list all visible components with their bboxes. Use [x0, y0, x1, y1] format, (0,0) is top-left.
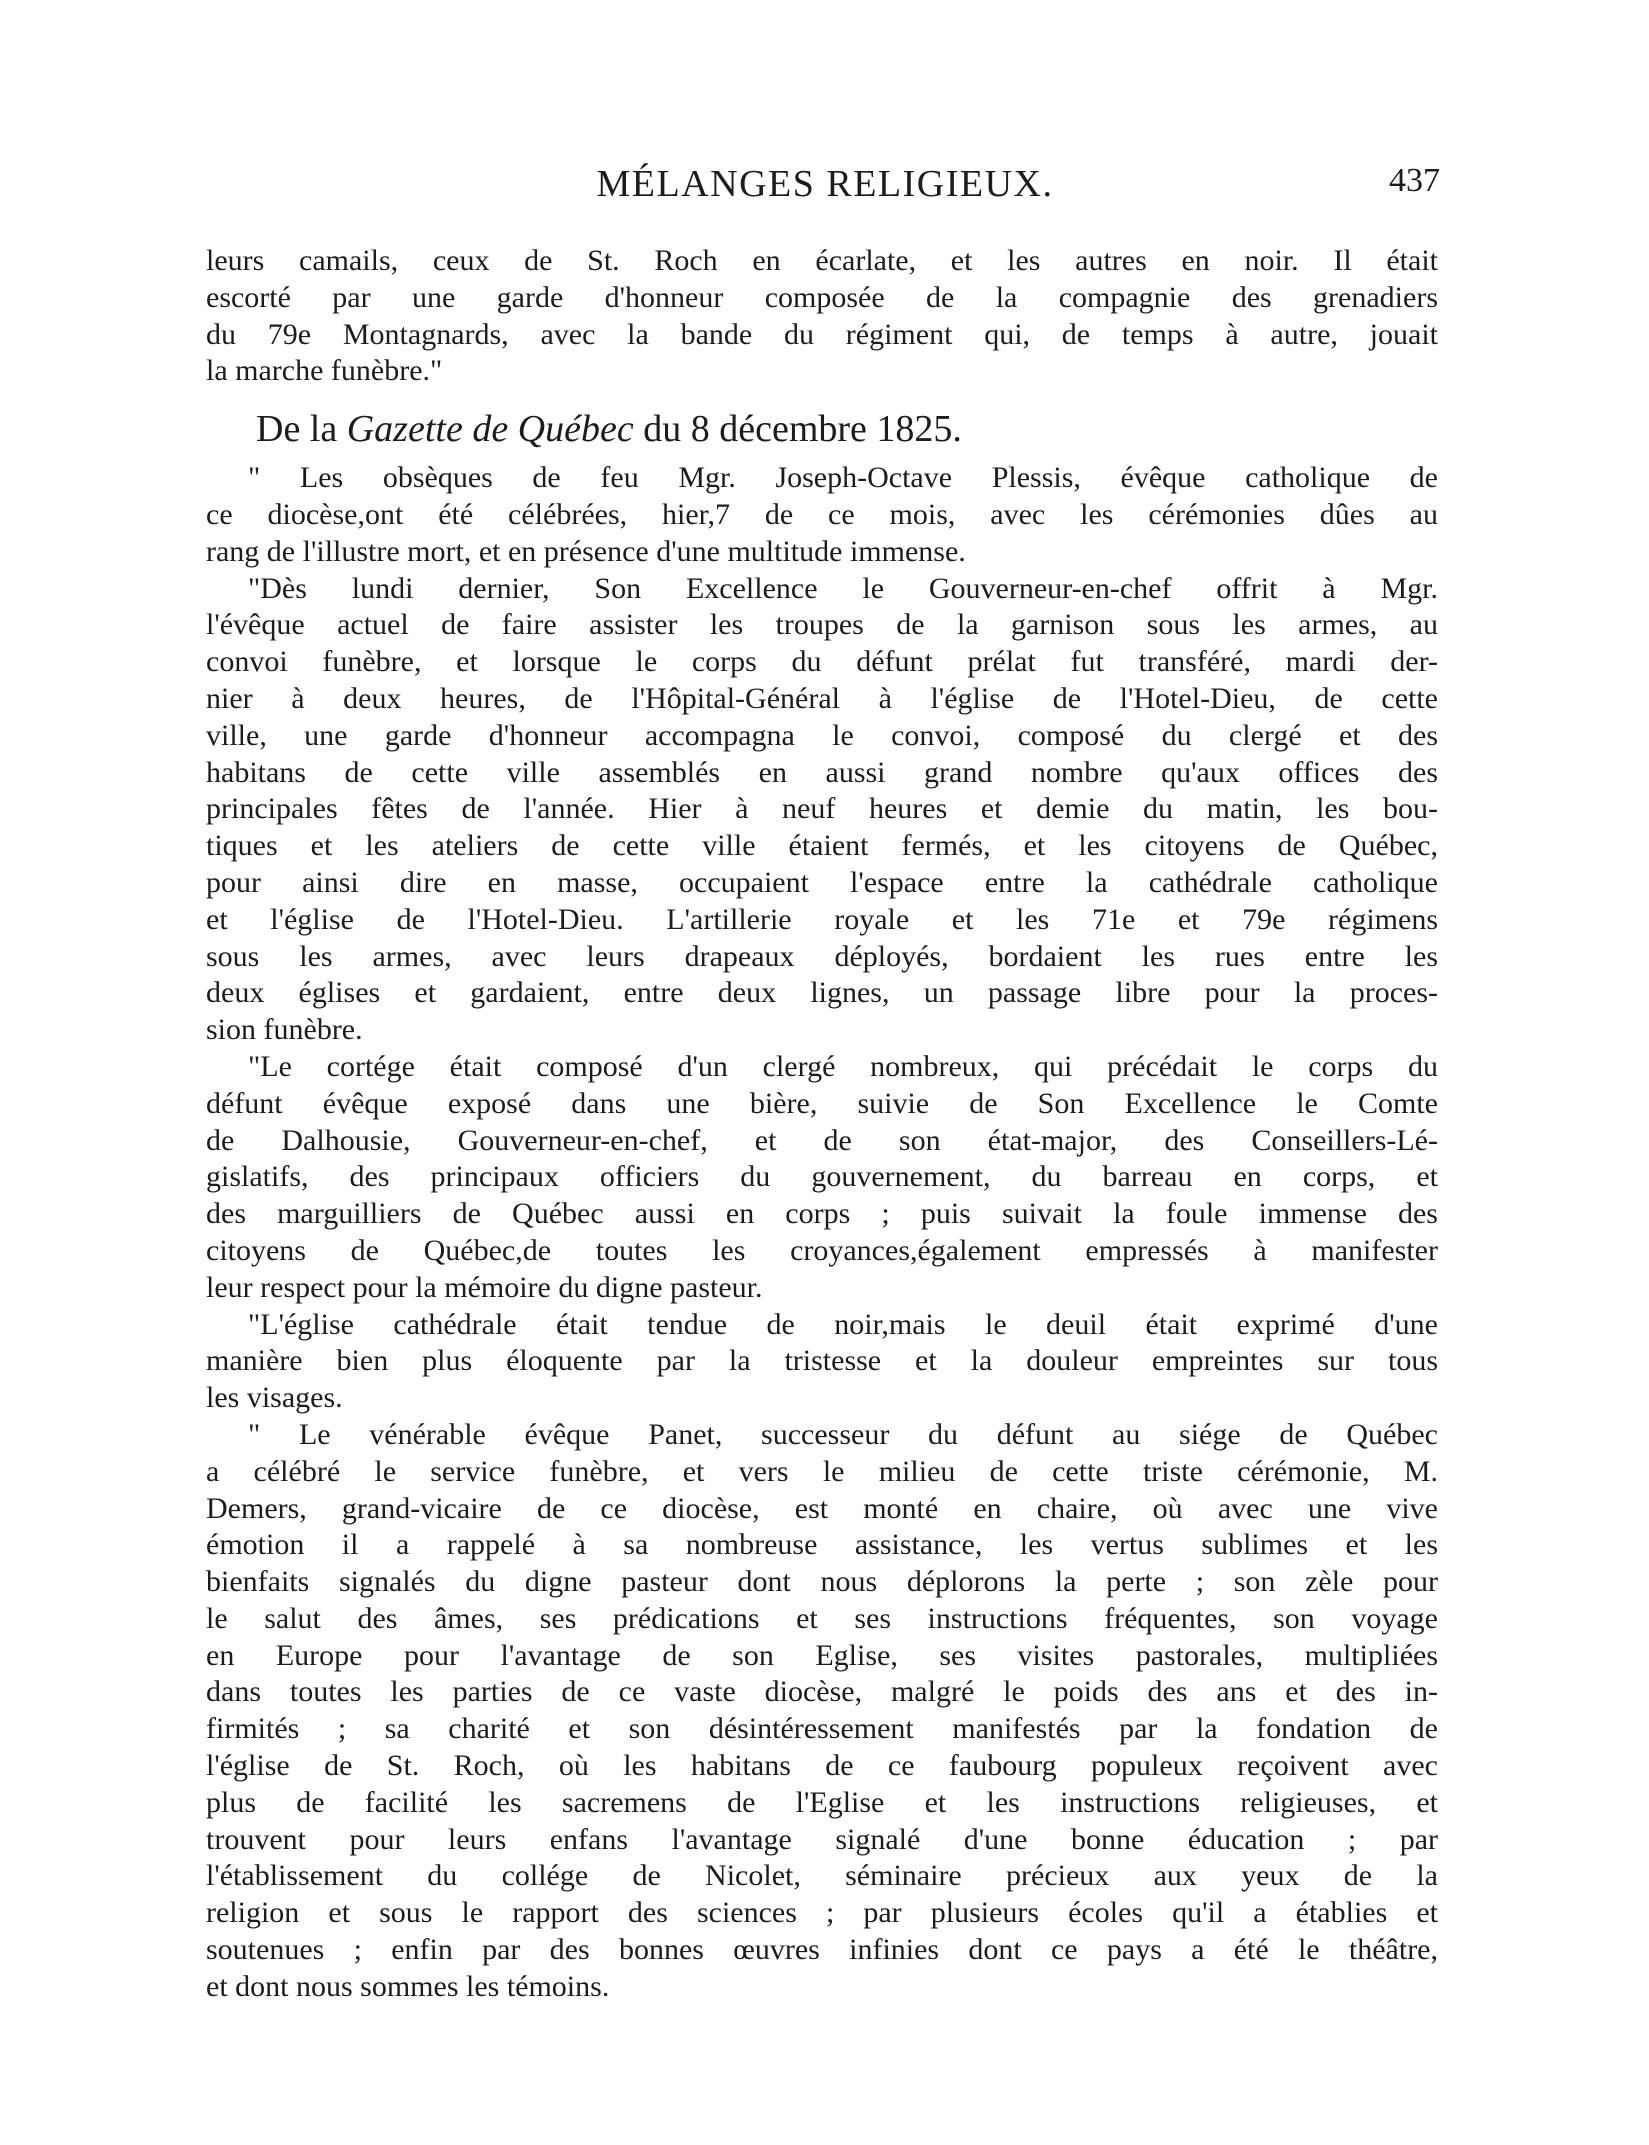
text-line: des marguilliers de Québec aussi en corps ; puis suivait la foule immense des [206, 1197, 1438, 1231]
body-text [206, 243, 1438, 2006]
text-line: émotion il a rappelé à sa nombreuse assistance, les vertus sublimes et les [206, 1528, 1438, 1562]
text-line: défunt évêque exposé dans une bière, suivie de Son Excellence le Comte [206, 1086, 1438, 1120]
text-line: "Dès lundi dernier, Son Excellence le Gouverneur-en-chef offrit à Mgr. [248, 571, 1438, 605]
page-number: 437 [1389, 162, 1440, 199]
text-line: et l'église de l'Hotel-Dieu. L'artillerie royale et les 71e et 79e régimens [206, 902, 1438, 936]
text-line: et dont nous sommes les témoins. [206, 1969, 610, 2003]
text-line: Demers, grand-vicaire de ce diocèse, est monté en chaire, où avec une vive [206, 1491, 1438, 1525]
text-line: l'église de St. Roch, où les habitans de ce faubourg populeux reçoivent avec [206, 1749, 1438, 1783]
text-line: firmités ; sa charité et son désintéressement manifestés par la fondation de [206, 1712, 1438, 1746]
text-line: leur respect pour la mémoire du digne pasteur. [206, 1270, 763, 1304]
text-line: leurs camails, ceux de St. Roch en écarlate, et les autres en noir. Il était [206, 244, 1438, 277]
text-line: nier à deux heures, de l'Hôpital-Général à l'église de l'Hotel-Dieu, de cette [206, 681, 1438, 715]
text-line: sion funèbre. [206, 1013, 363, 1047]
text-line: " Le vénérable évêque Panet, successeur du défunt au siége de Québec [248, 1417, 1438, 1451]
text-line: " Les obsèques de feu Mgr. Joseph-Octave Plessis, évêque catholique de [248, 461, 1438, 495]
text-line: de Dalhousie, Gouverneur-en-chef, et de son état-major, des Conseillers-Lé- [206, 1123, 1438, 1157]
paragraph [206, 571, 1438, 1049]
text-line: pour ainsi dire en masse, occupaient l'espace entre la cathédrale catholique [206, 865, 1438, 899]
text-line: les visages. [206, 1381, 343, 1415]
text-line: religion et sous le rapport des sciences ; par plusieurs écoles qu'il a établies et [206, 1896, 1438, 1930]
text-line: rang de l'illustre mort, et en présence d'une multitude immense. [206, 534, 966, 568]
text-line: bienfaits signalés du digne pasteur dont nous déplorons la perte ; son zèle pour [206, 1565, 1438, 1599]
text-line: dans toutes les parties de ce vaste diocèse, malgré le poids des ans et des in- [206, 1675, 1438, 1709]
paragraph [206, 1049, 1438, 1307]
text-line: plus de facilité les sacremens de l'Eglise et les instructions religieuses, et [206, 1785, 1438, 1819]
text-line: escorté par une garde d'honneur composée de la compagnie des grenadiers [206, 280, 1438, 314]
text-line: soutenues ; enfin par des bonnes œuvres infinies dont ce pays a été le théâtre, [206, 1933, 1438, 1967]
text-line: tiques et les ateliers de cette ville étaient fermés, et les citoyens de Québec, [206, 829, 1438, 863]
text-line: trouvent pour leurs enfans l'avantage signalé d'une bonne éducation ; par [206, 1822, 1438, 1856]
text-line: du 79e Montagnards, avec la bande du régiment qui, de temps à autre, jouait [206, 317, 1438, 351]
text-line: habitans de cette ville assemblés en aussi grand nombre qu'aux offices des [206, 755, 1438, 789]
text-line: "L'église cathédrale était tendue de noir,mais le deuil était exprimé d'une [248, 1307, 1438, 1341]
text-line: l'établissement du collége de Nicolet, séminaire précieux aux yeux de la [206, 1859, 1438, 1893]
text-line: le salut des âmes, ses prédications et ses instructions fréquentes, son voyage [206, 1601, 1438, 1635]
paragraph [206, 1307, 1438, 1417]
text-line: ville, une garde d'honneur accompagna le convoi, composé du clergé et des [206, 718, 1438, 752]
text-line: la marche funèbre." [206, 354, 443, 388]
paragraph [206, 1417, 1438, 2006]
paragraph [206, 460, 1438, 570]
paragraph-continued [206, 243, 1438, 390]
text-line: en Europe pour l'avantage de son Eglise, ses visites pastorales, multipliées [206, 1638, 1438, 1672]
source-journal-title: Gazette de Québec [346, 408, 634, 451]
running-head [210, 162, 1440, 212]
text-line: a célébré le service funèbre, et vers le milieu de cette triste cérémonie, M. [206, 1454, 1438, 1488]
text-line: ce diocèse,ont été célébrées, hier,7 de ce mois, avec les cérémonies dûes au [206, 497, 1438, 531]
source-heading-suffix: du 8 décembre 1825. [633, 408, 962, 451]
text-line: citoyens de Québec,de toutes les croyances,également empressés à manifester [206, 1233, 1438, 1267]
text-line: "Le cortége était composé d'un clergé nombreux, qui précédait le corps du [248, 1049, 1438, 1083]
text-line: sous les armes, avec leurs drapeaux déployés, bordaient les rues entre les [206, 939, 1438, 973]
source-heading-prefix: De la [256, 408, 347, 451]
running-title: MÉLANGES RELIGIEUX. [596, 163, 1054, 205]
text-line: deux églises et gardaient, entre deux lignes, un passage libre pour la proces- [206, 976, 1438, 1010]
text-line: gislatifs, des principaux officiers du gouvernement, du barreau en corps, et [206, 1160, 1438, 1194]
text-line: convoi funèbre, et lorsque le corps du défunt prélat fut transféré, mardi der- [206, 645, 1438, 679]
source-heading [206, 398, 1438, 460]
text-line: manière bien plus éloquente par la tristesse et la douleur empreintes sur tous [206, 1344, 1438, 1378]
text-line: l'évêque actuel de faire assister les troupes de la garnison sous les armes, au [206, 608, 1438, 642]
text-line: principales fêtes de l'année. Hier à neuf heures et demie du matin, les bou- [206, 792, 1438, 826]
